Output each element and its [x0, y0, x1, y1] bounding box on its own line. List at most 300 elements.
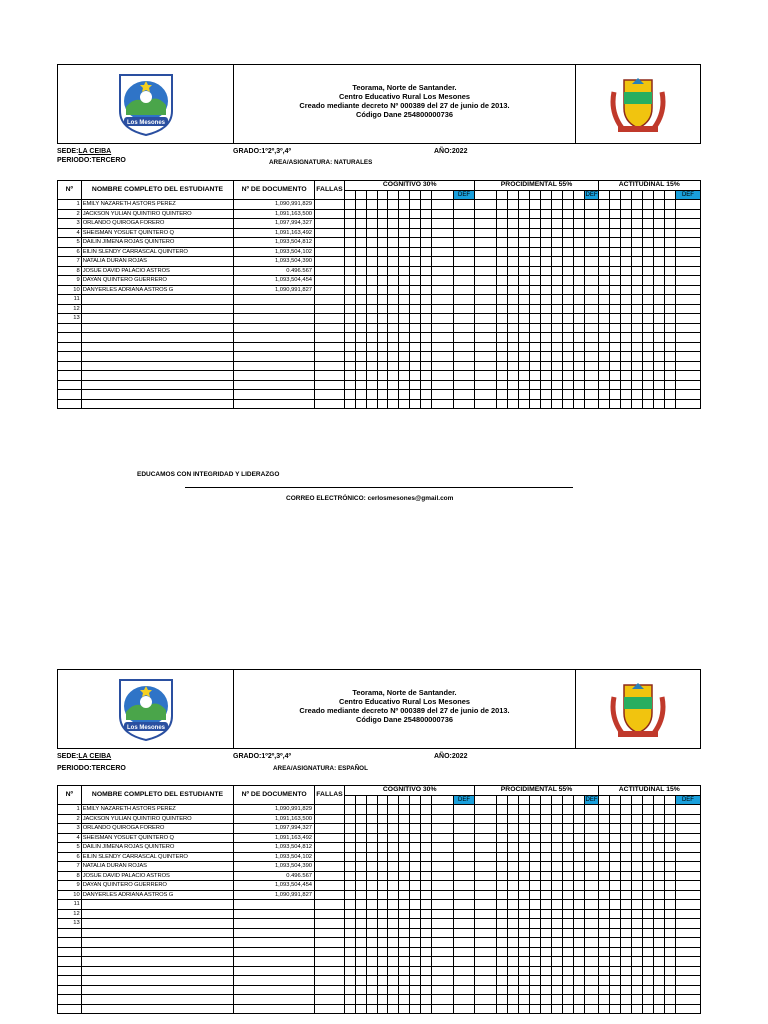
student-document — [234, 985, 315, 995]
grade-cell — [431, 985, 453, 995]
grade-cell — [519, 909, 530, 919]
grade-subheader-cell — [355, 795, 366, 805]
student-document — [234, 390, 315, 400]
grade-cell — [529, 285, 540, 295]
student-name: ORLANDO QUIROGA FORERO — [81, 219, 234, 229]
grade-subheader-cell — [621, 795, 632, 805]
grade-cell — [654, 380, 665, 390]
student-name: SHEISMAN YOSUET QUINTERO Q — [81, 228, 234, 238]
grade-cell — [475, 909, 497, 919]
grade-cell — [410, 219, 421, 229]
grade-subheader-cell — [654, 795, 665, 805]
grade-cell — [665, 390, 676, 400]
grade-cell — [665, 1004, 676, 1014]
grade-cell — [377, 323, 388, 333]
grade-cell — [355, 852, 366, 862]
grade-cell — [675, 228, 700, 238]
grade-cell — [551, 304, 562, 314]
grade-cell — [621, 314, 632, 324]
grade-cell — [598, 276, 610, 286]
grade-cell — [610, 390, 621, 400]
row-number: 4 — [58, 228, 82, 238]
grade-cell — [508, 976, 519, 986]
grade-cell — [388, 314, 399, 324]
grade-cell — [355, 304, 366, 314]
grade-cell — [366, 862, 377, 872]
grade-cell — [562, 238, 573, 248]
grade-cell — [410, 333, 421, 343]
grade-cell — [420, 266, 431, 276]
grade-cell — [621, 928, 632, 938]
grade-cell — [551, 995, 562, 1005]
grade-cell — [632, 814, 643, 824]
header-document: Nº DE DOCUMENTO — [234, 786, 315, 805]
grade-subheader-cell — [643, 190, 654, 200]
student-document: 1,091,163,492 — [234, 833, 315, 843]
area-field: AREA/ASIGNATURA: ESPAÑOL — [273, 765, 368, 772]
student-document — [234, 1004, 315, 1014]
grade-cell — [562, 228, 573, 238]
grade-cell — [551, 276, 562, 286]
grade-cell — [551, 285, 562, 295]
grade-cell — [598, 805, 610, 815]
grade-cell — [377, 352, 388, 362]
grade-subheader-cell — [519, 795, 530, 805]
grade-cell — [610, 247, 621, 257]
grade-cell — [551, 390, 562, 400]
grade-cell — [585, 947, 598, 957]
grade-cell — [621, 900, 632, 910]
grade-cell — [497, 333, 508, 343]
grade-cell — [377, 881, 388, 891]
grade-cell — [355, 928, 366, 938]
grade-cell — [497, 919, 508, 929]
fallas-cell — [315, 919, 345, 929]
grade-cell — [377, 919, 388, 929]
student-name — [81, 900, 234, 910]
grade-cell — [610, 966, 621, 976]
grade-cell — [573, 938, 585, 948]
grade-cell — [355, 361, 366, 371]
grade-cell — [643, 333, 654, 343]
grade-cell — [632, 200, 643, 210]
student-name: EILIN SLENDY CARRASCAL QUINTERO — [81, 247, 234, 257]
grade-cell — [431, 824, 453, 834]
grade-cell — [508, 333, 519, 343]
location-line: Teorama, Norte de Santander. — [352, 688, 457, 697]
grade-cell — [399, 966, 410, 976]
grade-cell — [529, 209, 540, 219]
grade-cell — [399, 985, 410, 995]
grade-cell — [399, 266, 410, 276]
grade-cell — [643, 947, 654, 957]
student-document — [234, 947, 315, 957]
grade-cell — [475, 852, 497, 862]
grade-cell — [366, 909, 377, 919]
grade-cell — [551, 342, 562, 352]
grade-cell — [355, 276, 366, 286]
grade-cell — [610, 862, 621, 872]
grade-cell — [366, 371, 377, 381]
grade-cell — [508, 390, 519, 400]
student-name: EMILY NAZARETH ASTORS PEREZ — [81, 805, 234, 815]
student-document — [234, 323, 315, 333]
grade-cell — [355, 371, 366, 381]
student-document — [234, 314, 315, 324]
grade-cell — [675, 295, 700, 305]
student-document: 1,090,991,827 — [234, 890, 315, 900]
grade-cell — [410, 928, 421, 938]
grade-cell — [551, 238, 562, 248]
grade-cell — [519, 257, 530, 267]
grade-cell — [453, 399, 475, 409]
grade-cell — [519, 938, 530, 948]
grade-cell — [355, 238, 366, 248]
grade-cell — [540, 257, 551, 267]
grade-cell — [453, 209, 475, 219]
grade-cell — [529, 323, 540, 333]
grade-cell — [621, 805, 632, 815]
student-document: 0.496.567 — [234, 871, 315, 881]
grade-cell — [388, 380, 399, 390]
row-number: 13 — [58, 314, 82, 324]
grade-cell — [497, 342, 508, 352]
row-number: 11 — [58, 900, 82, 910]
table-row — [58, 276, 701, 286]
grade-cell — [598, 352, 610, 362]
grade-cell — [355, 909, 366, 919]
grade-cell — [632, 266, 643, 276]
grade-cell — [431, 228, 453, 238]
grade-cell — [540, 342, 551, 352]
grade-cell — [475, 380, 497, 390]
grade-cell — [551, 862, 562, 872]
row-number: 9 — [58, 276, 82, 286]
left-logo-cell — [58, 670, 234, 748]
grade-cell — [475, 890, 497, 900]
grade-cell — [420, 976, 431, 986]
header-student-name: NOMBRE COMPLETO DEL ESTUDIANTE — [81, 181, 234, 200]
grade-cell — [399, 805, 410, 815]
grade-cell — [610, 295, 621, 305]
fallas-cell — [315, 862, 345, 872]
grade-cell — [610, 200, 621, 210]
grade-cell — [573, 843, 585, 853]
institution-info — [234, 688, 575, 724]
grade-cell — [475, 333, 497, 343]
grade-cell — [665, 824, 676, 834]
grade-cell — [529, 890, 540, 900]
header-num: Nº — [58, 786, 82, 805]
grade-cell — [610, 938, 621, 948]
grade-cell — [388, 909, 399, 919]
grade-cell — [475, 285, 497, 295]
grade-cell — [377, 871, 388, 881]
grade-cell — [410, 919, 421, 929]
grade-cell — [431, 247, 453, 257]
grade-cell — [410, 323, 421, 333]
grade-cell — [529, 342, 540, 352]
grade-cell — [431, 928, 453, 938]
grade-cell — [453, 995, 475, 1005]
grade-cell — [366, 852, 377, 862]
grade-cell — [388, 1004, 399, 1014]
grade-cell — [585, 200, 598, 210]
grade-cell — [355, 323, 366, 333]
grade-cell — [420, 947, 431, 957]
grade-cell — [388, 352, 399, 362]
grade-cell — [388, 900, 399, 910]
grade-cell — [475, 957, 497, 967]
grade-cell — [410, 985, 421, 995]
student-name — [81, 295, 234, 305]
grade-cell — [344, 1004, 355, 1014]
grade-cell — [519, 928, 530, 938]
grade-cell — [529, 200, 540, 210]
grade-cell — [643, 938, 654, 948]
grade-cell — [366, 976, 377, 986]
grade-cell — [573, 1004, 585, 1014]
grade-cell — [643, 285, 654, 295]
grade-cell — [654, 966, 665, 976]
grade-subheader-cell — [573, 795, 585, 805]
grade-cell — [643, 342, 654, 352]
grade-subheader-cell — [344, 190, 355, 200]
grade-cell — [643, 209, 654, 219]
grade-cell — [420, 342, 431, 352]
grade-cell — [508, 266, 519, 276]
grade-cell — [665, 276, 676, 286]
grade-cell — [431, 919, 453, 929]
grade-cell — [508, 966, 519, 976]
row-number: 10 — [58, 285, 82, 295]
grade-cell — [585, 238, 598, 248]
table-row — [58, 852, 701, 862]
grade-cell — [540, 852, 551, 862]
grade-cell — [420, 304, 431, 314]
grade-cell — [632, 228, 643, 238]
grade-cell — [344, 238, 355, 248]
grade-cell — [529, 266, 540, 276]
grade-cell — [410, 938, 421, 948]
grade-cell — [665, 333, 676, 343]
grade-cell — [410, 342, 421, 352]
grade-cell — [665, 985, 676, 995]
grade-cell — [654, 247, 665, 257]
grade-subheader-cell — [632, 190, 643, 200]
grade-cell — [675, 390, 700, 400]
grade-cell — [344, 219, 355, 229]
grade-cell — [453, 266, 475, 276]
grade-cell — [420, 200, 431, 210]
student-document — [234, 966, 315, 976]
grade-cell — [410, 995, 421, 1005]
grade-cell — [344, 361, 355, 371]
grade-cell — [598, 966, 610, 976]
grade-cell — [453, 380, 475, 390]
grade-cell — [453, 295, 475, 305]
grade-cell — [632, 352, 643, 362]
grade-cell — [675, 276, 700, 286]
grade-cell — [388, 805, 399, 815]
grade-cell — [643, 399, 654, 409]
grade-cell — [675, 947, 700, 957]
grade-cell — [344, 285, 355, 295]
grade-cell — [643, 871, 654, 881]
grade-cell — [355, 862, 366, 872]
fallas-cell — [315, 285, 345, 295]
grade-cell — [621, 947, 632, 957]
anio-field: AÑO:2022 — [434, 148, 468, 155]
grade-cell — [610, 890, 621, 900]
grade-cell — [562, 833, 573, 843]
grade-cell — [366, 342, 377, 352]
fallas-cell — [315, 833, 345, 843]
grade-cell — [540, 1004, 551, 1014]
table-row — [58, 890, 701, 900]
grade-subheader-cell — [410, 190, 421, 200]
grade-cell — [598, 342, 610, 352]
grade-cell — [675, 976, 700, 986]
grade-subheader-cell — [410, 795, 421, 805]
student-name — [81, 342, 234, 352]
grade-cell — [420, 862, 431, 872]
grade-cell — [621, 323, 632, 333]
periodo-field: PERIODO:TERCERO — [57, 765, 126, 772]
grade-cell — [598, 257, 610, 267]
grade-cell — [344, 995, 355, 1005]
grade-cell — [654, 361, 665, 371]
fallas-cell — [315, 314, 345, 324]
grade-cell — [551, 361, 562, 371]
grade-subheader-cell — [632, 795, 643, 805]
grade-cell — [675, 966, 700, 976]
row-number: 1 — [58, 200, 82, 210]
grade-cell — [410, 361, 421, 371]
grade-cell — [344, 947, 355, 957]
grade-cell — [562, 219, 573, 229]
grade-cell — [377, 852, 388, 862]
grade-cell — [654, 871, 665, 881]
grade-cell — [540, 862, 551, 872]
grade-cell — [420, 238, 431, 248]
grade-cell — [632, 805, 643, 815]
grade-cell — [453, 909, 475, 919]
grade-cell — [475, 200, 497, 210]
grade-cell — [388, 247, 399, 257]
fallas-cell — [315, 323, 345, 333]
grade-cell — [355, 995, 366, 1005]
def-header-cell: DEF — [675, 190, 700, 200]
grade-cell — [377, 238, 388, 248]
grade-cell — [598, 323, 610, 333]
grade-cell — [621, 938, 632, 948]
grade-cell — [632, 314, 643, 324]
grade-cell — [344, 966, 355, 976]
grade-cell — [654, 314, 665, 324]
grade-cell — [562, 947, 573, 957]
header-fallas: FALLAS — [315, 181, 345, 200]
grade-cell — [585, 824, 598, 834]
grade-cell — [675, 333, 700, 343]
row-number — [58, 966, 82, 976]
grade-cell — [573, 947, 585, 957]
grade-cell — [420, 966, 431, 976]
grade-cell — [585, 919, 598, 929]
grade-cell — [675, 871, 700, 881]
grade-cell — [420, 228, 431, 238]
grade-cell — [632, 862, 643, 872]
grade-cell — [497, 947, 508, 957]
grade-cell — [610, 814, 621, 824]
grade-cell — [366, 399, 377, 409]
grade-cell — [497, 257, 508, 267]
grade-cell — [654, 909, 665, 919]
school-crest-logo-icon — [114, 676, 178, 742]
def-header-cell: DEF — [453, 795, 475, 805]
grade-cell — [654, 209, 665, 219]
grade-cell — [665, 919, 676, 929]
grade-cell — [399, 285, 410, 295]
grade-cell — [410, 957, 421, 967]
table-row — [58, 399, 701, 409]
grade-cell — [562, 399, 573, 409]
student-document — [234, 928, 315, 938]
grade-cell — [654, 814, 665, 824]
grade-cell — [519, 890, 530, 900]
left-logo-cell — [58, 65, 234, 143]
grade-cell — [519, 966, 530, 976]
student-document: 1,093,504,454 — [234, 881, 315, 891]
grade-subheader-cell — [643, 795, 654, 805]
grade-cell — [573, 219, 585, 229]
table-row — [58, 919, 701, 929]
grade-cell — [610, 871, 621, 881]
grade-cell — [529, 957, 540, 967]
fallas-cell — [315, 976, 345, 986]
grade-cell — [377, 314, 388, 324]
table-row — [58, 1004, 701, 1014]
grade-cell — [508, 909, 519, 919]
grade-cell — [598, 919, 610, 929]
grade-cell — [551, 209, 562, 219]
grade-cell — [377, 862, 388, 872]
grade-cell — [508, 342, 519, 352]
grade-cell — [675, 881, 700, 891]
grade-cell — [431, 805, 453, 815]
grade-subheader-cell — [610, 795, 621, 805]
grade-cell — [551, 957, 562, 967]
grade-cell — [654, 200, 665, 210]
header-cognitivo: COGNITIVO 30% — [344, 786, 474, 796]
grade-cell — [573, 399, 585, 409]
grade-cell — [377, 805, 388, 815]
grade-cell — [388, 219, 399, 229]
grade-cell — [366, 276, 377, 286]
grade-cell — [508, 881, 519, 891]
fallas-cell — [315, 238, 345, 248]
grade-cell — [551, 871, 562, 881]
grade-cell — [551, 257, 562, 267]
grade-cell — [399, 295, 410, 305]
grade-cell — [585, 928, 598, 938]
grade-cell — [529, 257, 540, 267]
grade-cell — [621, 219, 632, 229]
grade-cell — [399, 833, 410, 843]
grade-cell — [540, 938, 551, 948]
student-document — [234, 900, 315, 910]
grade-cell — [399, 995, 410, 1005]
